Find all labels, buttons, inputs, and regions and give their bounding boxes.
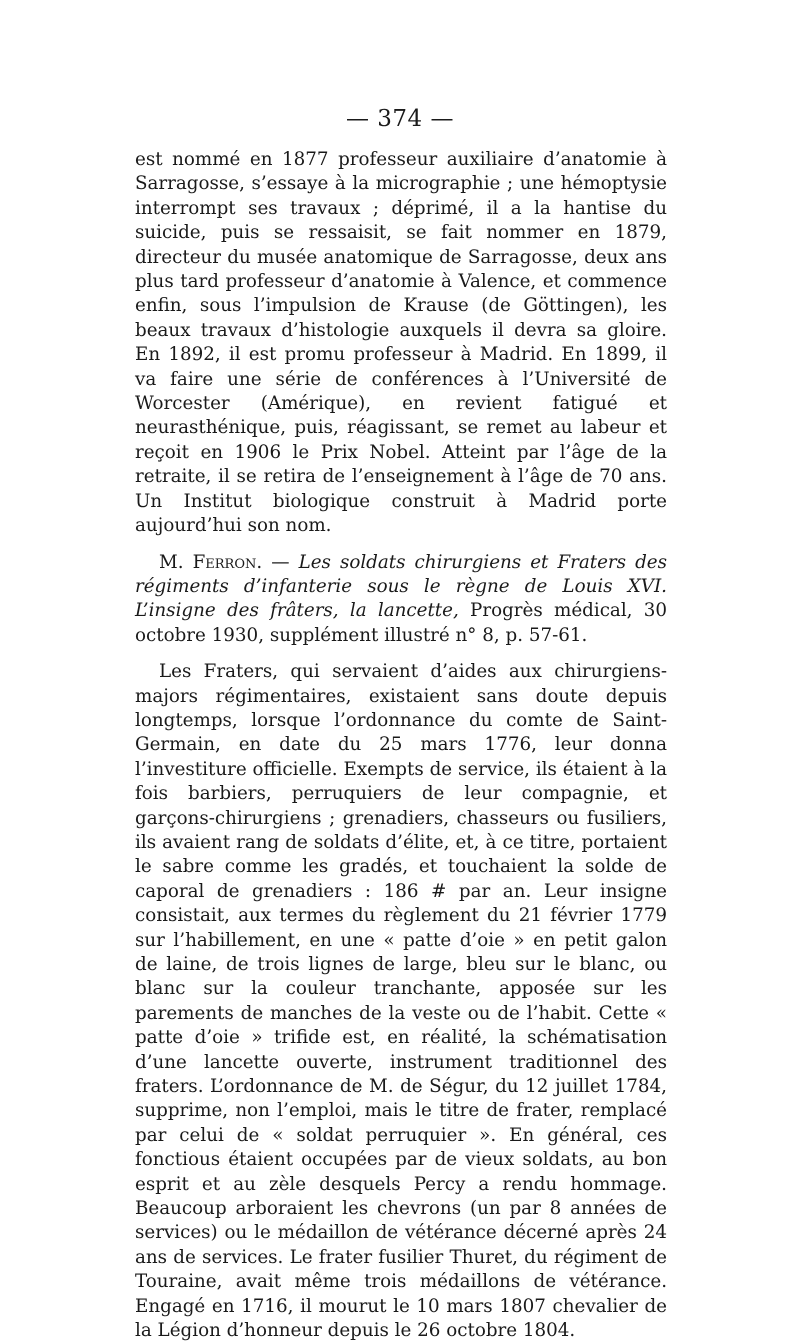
page-body xyxy=(135,148,667,1344)
author-initial: M. xyxy=(159,551,184,573)
bibliography-entry xyxy=(135,551,667,649)
publication-info: Progrès médical, 30 octobre 1930, supplément illustré n° 8, p. 57-61. xyxy=(135,600,668,646)
author-name: Ferron. xyxy=(192,551,263,573)
article-title: Les soldats chirurgiens et Fraters des régiments d’infanterie sous le règne de Louis XVI. L’insigne des frâters, la lancette, xyxy=(135,551,667,622)
page-number: — 374 — xyxy=(345,106,455,132)
paragraph-biography: est nommé en 1877 professeur auxiliaire d’anatomie à Sarragosse, s’essaye à la micrographie ; une hémoptysie interrompt ses travaux ; déprimé, il a la hantise du suicide, puis se ressaisit, se fait nommer en 1879, directeur du musée anatomique de Sarragosse, deux ans plus tard professeur d’anatomie à Valence, et commence enfin, sous l’impulsion de Krause (de Göttingen), les beaux travaux d’histologie auxquels il devra sa gloire. En 1892, il est promu professeur à Madrid. En 1899, il va faire une série de conférences à l’Université de Worcester (Amérique), en revient fatigué et neurasthénique, puis, réagissant, se remet au labeur et reçoit en 1906 le Prix Nobel. Atteint par l’âge de la retraite, il se retira de l’enseignement à l’âge de 70 ans. Un Institut biologique construit à Madrid porte aujourd’hui son nom. xyxy=(135,149,667,537)
paragraph-fraters: Les Fraters, qui servaient d’aides aux chirurgiens-majors régimentaires, existaient sans doute depuis longtemps, lorsque l’ordonnance du comte de Saint-Germain, en date du 25 mars 1776, leur donna l’investiture officielle. Exempts de service, ils étaient à la fois barbiers, perruquiers de leur compagnie, et garçons-chirurgiens ; grenadiers, chasseurs ou fusiliers, ils avaient rang de soldats d’élite, et, à ce titre, portaient le sabre comme les gradés, et touchaient la solde de caporal de grenadiers : 186 # par an. Leur insigne consistait, aux termes du règlement du 21 février 1779 sur l’habillement, en une « patte d’oie » en petit galon de laine, de trois lignes de large, bleu sur le blanc, ou blanc sur la couleur tranchante, apposée sur les parements de manches de la veste ou de l’habit. Cette « patte d’oie » trifide est, en réalité, la schématisation d’une lancette ouverte, instrument traditionnel des fraters. L’ordonnance de M. de Ségur, du 12 juillet 1784, supprime, non l’emploi, mais le titre de frater, remplacé par celui de « soldat perruquier ». En général, ces fonctious étaient occupées par de vieux soldats, au bon esprit et au zèle desquels Percy a rendu hommage. Beaucoup arboraient les chevrons (un par 8 années de services) ou le médaillon de vétérance décerné après 24 ans de services. Le frater fusilier Thuret, du régiment de Touraine, avait même trois médaillons de vétérance. Engagé en 1716, il mourut le 10 mars 1807 chevalier de la Légion d’honneur depuis le 26 octobre 1804. xyxy=(135,661,667,1342)
entry-dash: — xyxy=(271,551,290,573)
